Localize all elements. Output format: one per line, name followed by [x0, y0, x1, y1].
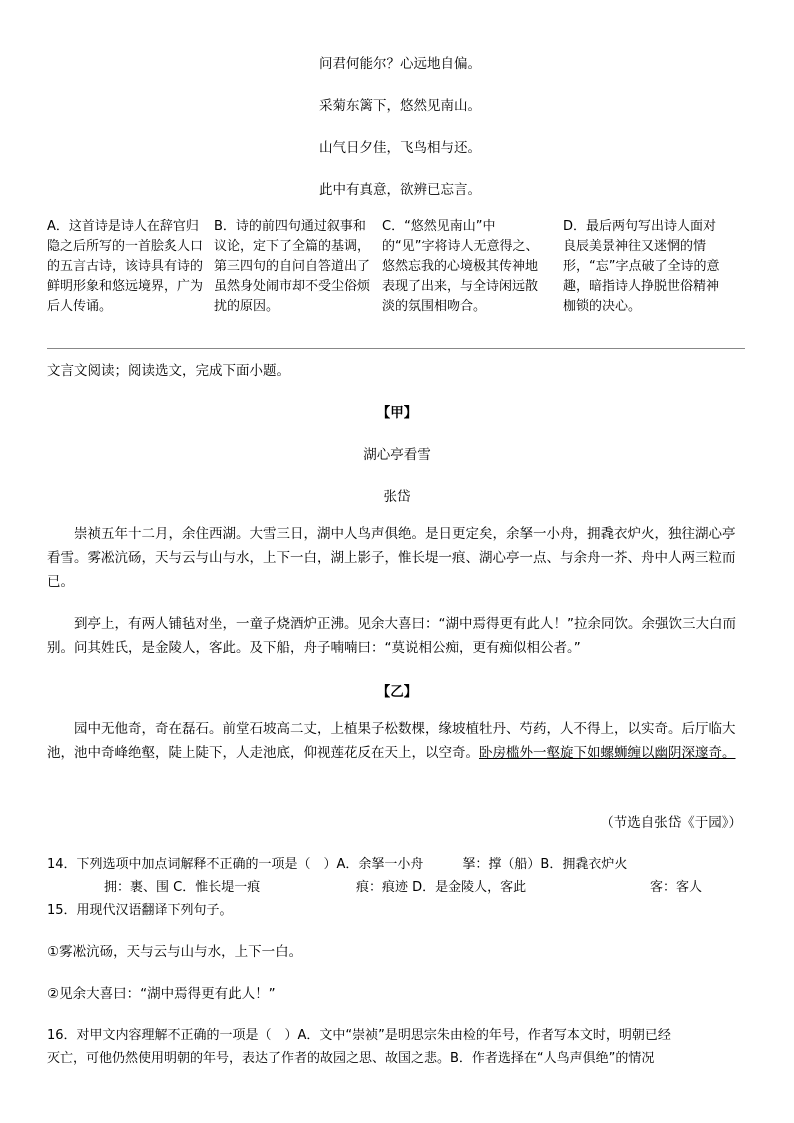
option-a: A．这首诗是诗人在辞官归隐之后所写的一首脍炙人口的五言古诗，该诗具有诗的鲜明形象和悠远境界，广为后人传诵。: [47, 219, 204, 314]
paragraph-3: [47, 717, 742, 765]
question-14-line-2a: 拥：裹、围 C．惟长堤一痕: [104, 880, 261, 895]
question-16-line-1: 16．对甲文内容理解不正确的一项是（ ）A．文中“崇祯”是明思宗朱由检的年号，作者写本文时，明朝已经: [47, 1028, 671, 1043]
jia-heading: 【甲】: [376, 405, 418, 421]
section-divider: [47, 348, 745, 349]
source-note: （节选自张岱《于园》）: [600, 815, 742, 831]
option-b: B．诗的前四句通过叙事和议论，定下了全篇的基调，第三四句的自问自答道出了虽然身处闹市却不受尘俗烦扰的原因。: [214, 219, 371, 314]
question-15: 15．用现代汉语翻译下列句子。: [47, 903, 233, 918]
option-c: C．“悠然见南山”中的“见”字将诗人无意得之、悠然忘我的心境极其传神地表现了出来，与全诗闲远散淡的氛围相吻合。: [382, 219, 539, 314]
question-14-line-2c: 客：客人: [650, 880, 703, 895]
yi-heading: 【乙】: [376, 684, 418, 700]
question-14-line-1: 14．下列选项中加点词解释不正确的一项是（ ）A．余拏一小舟 拏：撑（船）B．拥毳衣炉火: [47, 857, 628, 872]
option-d: D．最后两句写出诗人面对良辰美景神往又迷惘的情形，“忘”字点破了全诗的意趣，暗指诗人挣脱世俗精神枷锁的决心。: [563, 219, 720, 314]
paragraph-3-main: 园中无他奇，奇在磊石。前堂石坡高二丈，上植果子松数棵，缘坡植牡丹、芍药，人不得上，以实奇。后厅临大池，池中奇峰绝壑，陡上陡下，人走池底，仰视莲花反在天上，以空奇。: [47, 721, 736, 761]
paragraph-3-underlined: 卧房槛外一壑旋下如螺蛳缠以幽阴深邃奇。: [479, 745, 736, 761]
poem-line-3: 山气日夕佳，飞鸟相与还。: [319, 140, 481, 156]
paragraph-1: 崇祯五年十二月，余住西湖。大雪三日，湖中人鸟声俱绝。是日更定矣，余拏一小舟，拥毳衣炉火，独往湖心亭看雪。雾凇沆砀，天与云与山与水，上下一白，湖上影子，惟长堤一痕、湖心亭一点、与余舟一芥、舟中人两三粒而已。: [47, 526, 736, 590]
paragraph-2: 到亭上，有两人铺毡对坐，一童子烧酒炉正沸。见余大喜曰：“湖中焉得更有此人！”拉余同饮。余强饮三大白而别。问其姓氏，是金陵人，客此。及下船，舟子喃喃曰：“莫说相公痴，更有痴似相公者。”: [47, 616, 736, 656]
question-15-sentence-1: ①雾凇沆砀，天与云与山与水，上下一白。: [47, 944, 303, 960]
question-16-line-2: 灭亡，可他仍然使用明朝的年号，表达了作者的故园之思、故国之悲。B．作者选择在“人鸟声俱绝”的情况: [47, 1051, 655, 1066]
poem-line-2: 采菊东篱下，悠然见南山。: [319, 98, 481, 114]
article-author: 张岱: [383, 489, 411, 505]
section-instruction: 文言文阅读；阅读选文，完成下面小题。: [47, 363, 290, 379]
question-15-sentence-2: ②见余大喜曰：“湖中焉得更有此人！”: [47, 986, 276, 1002]
article-title: 湖心亭看雪: [363, 447, 431, 463]
poem-line-4: 此中有真意，欲辨已忘言。: [319, 182, 481, 198]
poem-line-1: 问君何能尔？心远地自偏。: [319, 56, 481, 72]
question-14-line-2b: 痕：痕迹 D．是金陵人，客此: [356, 880, 527, 895]
